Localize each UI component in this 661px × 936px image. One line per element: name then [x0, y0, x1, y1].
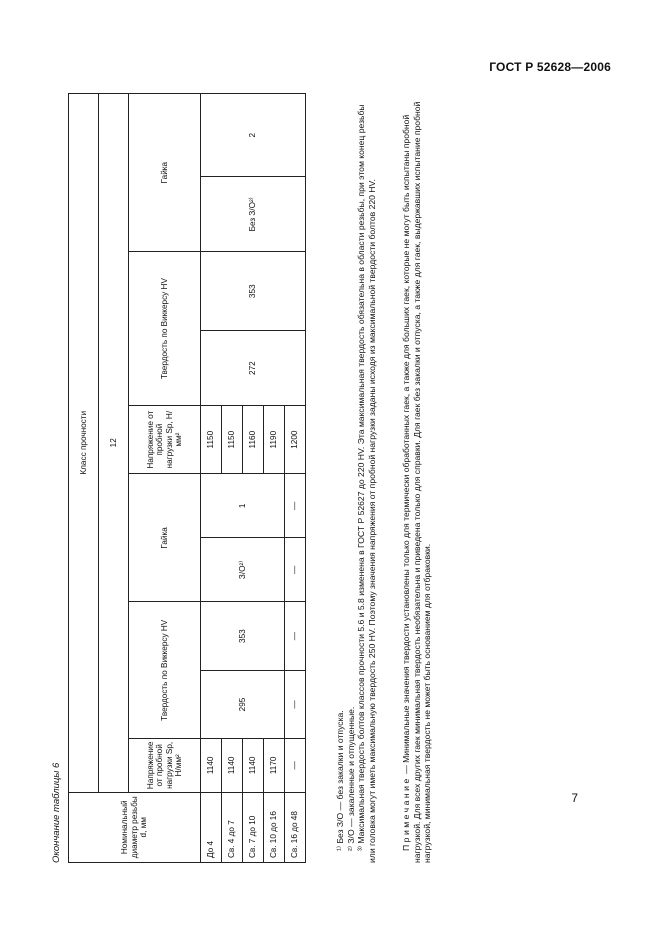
- hv-max-cell-right: 353: [201, 252, 306, 331]
- row-diameter: Св. 16 до 48: [285, 792, 306, 862]
- row-proof-stress: —: [285, 739, 306, 792]
- hardness-table: [68, 93, 306, 863]
- row-proof-stress-right: 1200: [285, 405, 306, 473]
- page-number: 7: [571, 791, 578, 805]
- footnotes: [335, 93, 377, 863]
- row-proof-stress: 1170: [264, 739, 285, 792]
- row-diameter: Св. 7 до 10: [243, 792, 264, 862]
- row-diameter: Св. 10 до 16: [264, 792, 285, 862]
- row-proof-stress: 1140: [201, 739, 222, 792]
- row-proof-stress-right: 1190: [264, 405, 285, 473]
- nut-type-cell: 1: [201, 474, 285, 538]
- row-proof-stress-right: 1150: [201, 405, 222, 473]
- proof-stress-header-right: Напряжение от пробной нагрузки Sp, Н/мм²: [129, 405, 201, 473]
- row-proof-stress: 1140: [243, 739, 264, 792]
- hv-max-cell: —: [285, 602, 306, 670]
- row-diameter: До 4: [201, 792, 222, 862]
- hardness-header-left: Твердость по Виккерсу HV: [129, 602, 201, 739]
- rotated-page-body: [50, 85, 480, 877]
- nut-header-left: Гайка: [129, 474, 201, 602]
- row-proof-stress: 1140: [222, 739, 243, 792]
- table-note: [401, 93, 433, 863]
- document-header: ГОСТ Р 52628—2006: [489, 60, 611, 74]
- nut-state-cell: З/О²⁾: [201, 538, 285, 602]
- footnote-2: ²⁾ З/О — закаленные и отпущенные.: [345, 706, 356, 851]
- row-proof-stress-right: 1150: [222, 405, 243, 473]
- hv-min-cell: 295: [201, 670, 285, 738]
- row-proof-stress-right: 1160: [243, 405, 264, 473]
- diameter-header: Номинальный диаметр резьбы d, мм: [69, 792, 201, 862]
- row-diameter: Св. 4 до 7: [222, 792, 243, 862]
- table-continuation-label: Окончание таблицы 6: [51, 762, 62, 863]
- hv-max-cell: 353: [201, 602, 285, 670]
- hardness-header-right: Твердость по Виккерсу HV: [129, 252, 201, 406]
- footnote-3: ³⁾ Максимальная твердость болтов классов прочности 5.6 и 5.8 изменена в ГОСТ Р 52627 до 220 HV. Эта максимальная твердость обязательна в области резьбы, при этом конец резьбы или головка могут иметь максимальную твердость 250 HV. Поэтому значения напряжения от пробной нагрузки заданы исходя из максимальной твердости болтов 220 HV.: [356, 104, 377, 863]
- class-value-header: 12: [99, 94, 129, 793]
- nut-type-cell: —: [285, 474, 306, 538]
- proof-stress-header-left: Напряжение от пробной нагрузки Sp, Н/мм²: [129, 739, 201, 792]
- hv-min-cell-right: 272: [201, 331, 306, 406]
- hv-min-cell: —: [285, 670, 306, 738]
- nut-header-right: Гайка: [129, 94, 201, 252]
- footnote-1: ¹⁾ Без З/О — без закалки и отпуска.: [335, 710, 345, 851]
- note-label: Примечание: [401, 776, 411, 851]
- note-text: — Минимальные значения твердости установлены только для термически обработанных гаек, а также для больших гаек, которые не могут быть испытаны пробной нагрузкой. Для всех других гаек минимальная твердость необязательна и приведена только для справки. Для гаек без закалки и отпуска, а также для гаек, выдержавших испытание пробной нагрузкой, минимальная твердость не может быть основанием для отбраковки.: [401, 101, 432, 863]
- nut-type-cell-right: 2: [201, 94, 306, 177]
- nut-state-cell-right: Без З/О²⁾: [201, 177, 306, 252]
- nut-state-cell: —: [285, 538, 306, 602]
- strength-class-header: Класс прочности: [69, 94, 99, 793]
